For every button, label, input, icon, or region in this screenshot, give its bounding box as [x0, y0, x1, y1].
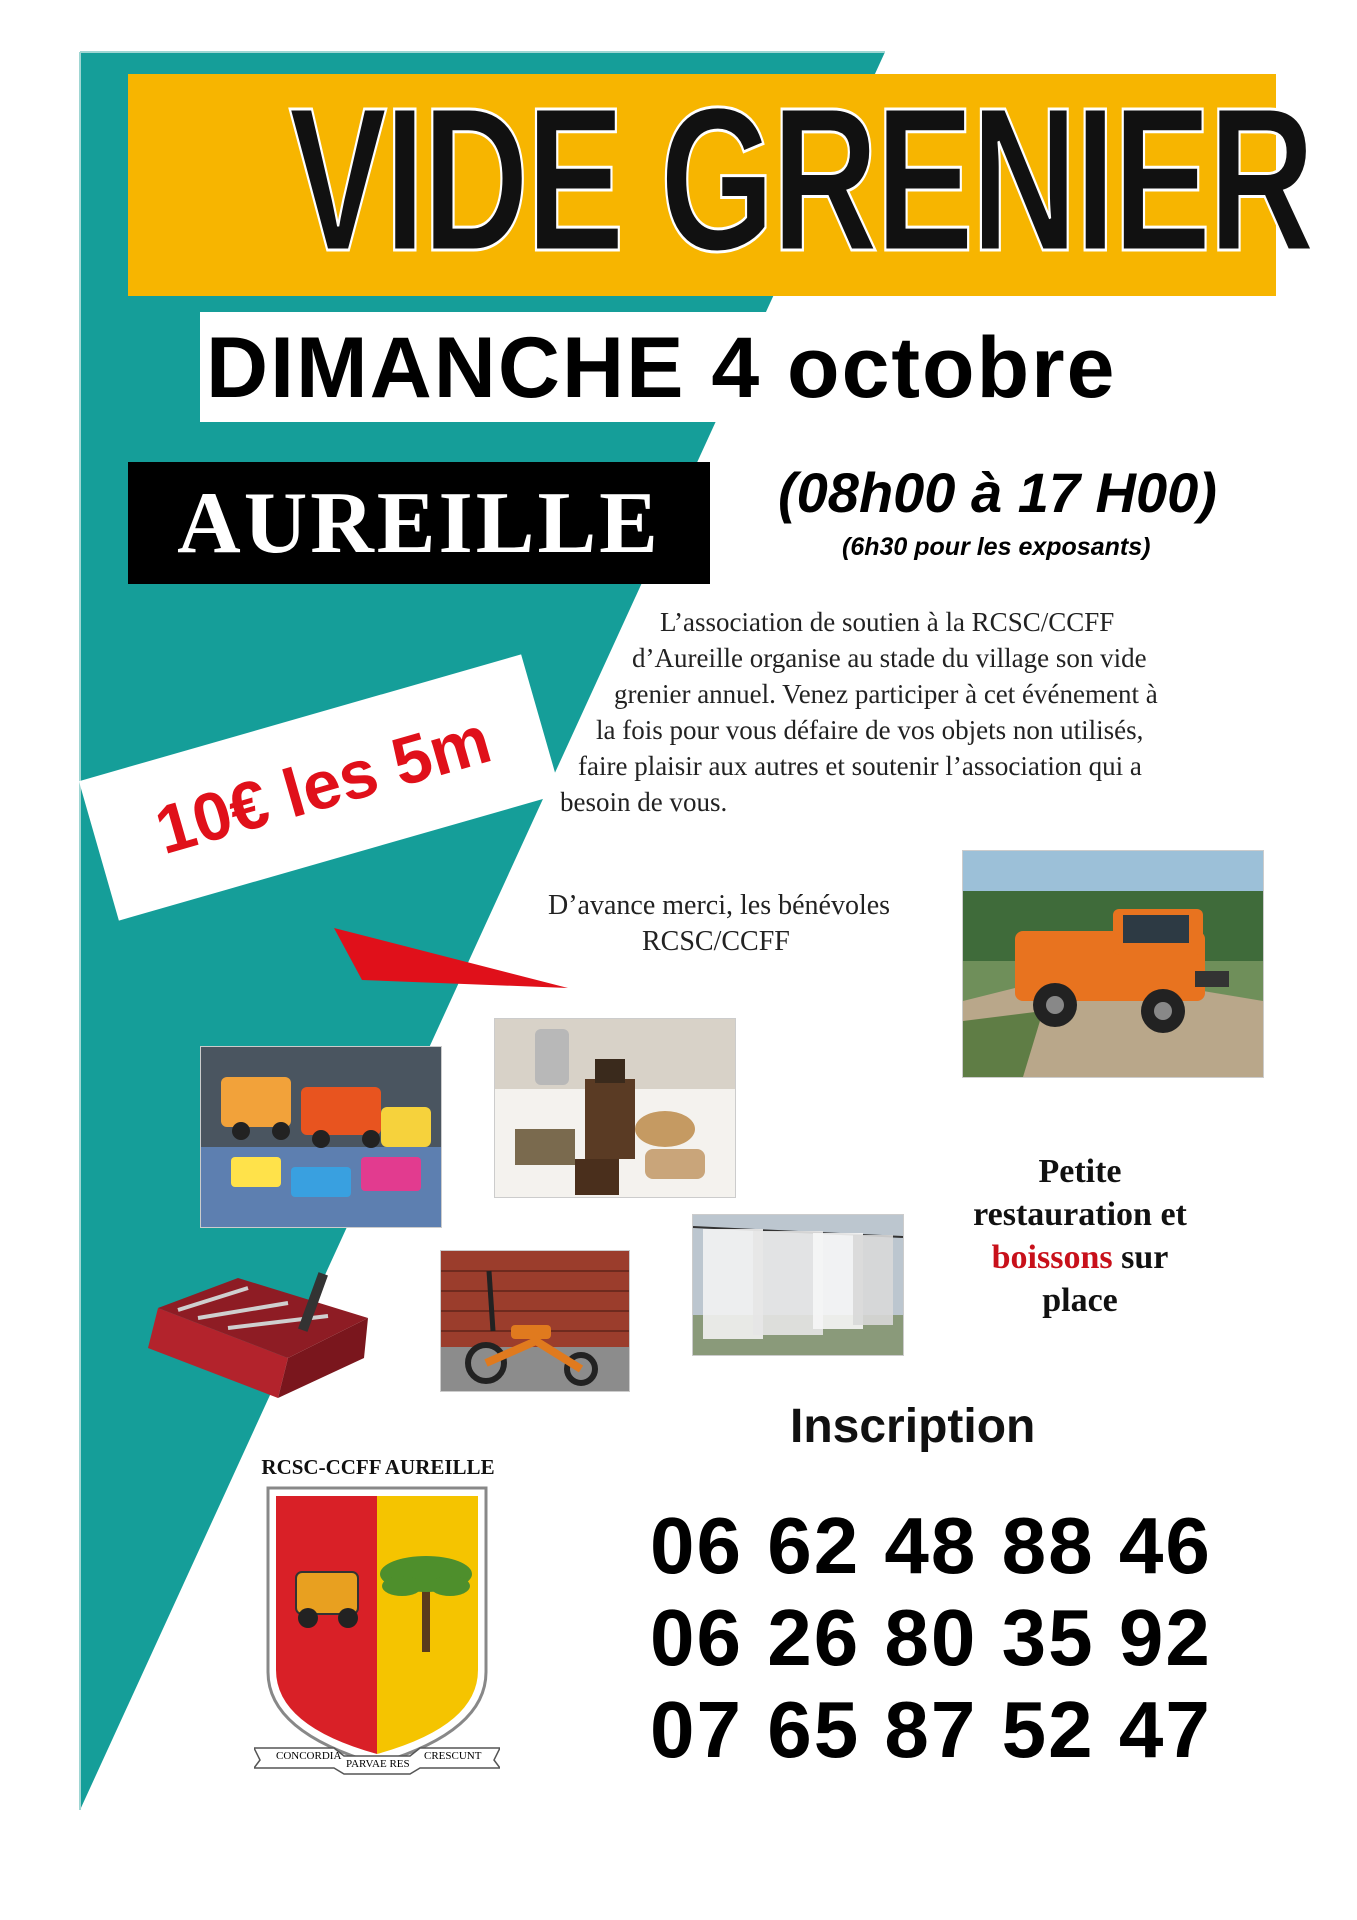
linens-photo: [692, 1214, 904, 1356]
description-paragraph: [560, 604, 1262, 820]
event-title: VIDE GRENIER: [288, 65, 1313, 294]
description-line: besoin de vous.: [560, 787, 728, 817]
food-line: Petite: [1038, 1153, 1122, 1190]
thanks-line: D’avance merci, les bénévoles: [548, 890, 891, 921]
description-line: L’association de soutien à la RCSC/CCFF: [660, 607, 1115, 637]
motto-center: PARVAE RES: [346, 1758, 410, 1770]
phone-number[interactable]: 06 26 80 35 92: [650, 1593, 1212, 1682]
crest-emblem: [262, 1482, 492, 1782]
phone-number[interactable]: 07 65 87 52 47: [650, 1685, 1212, 1774]
event-town: AUREILLE: [177, 475, 661, 572]
fire-patrol-vehicle-photo: [962, 850, 1264, 1078]
food-line: place: [1042, 1282, 1118, 1319]
motto-left: CONCORDIA: [276, 1750, 342, 1762]
exhibitor-hours: (6h30 pour les exposants): [842, 533, 1151, 561]
event-date: DIMANCHE 4 octobre: [206, 320, 1117, 416]
thanks-note: [548, 888, 938, 960]
price-label: 10€ les 5m: [147, 701, 499, 869]
antiques-photo: [494, 1018, 736, 1198]
food-and-drinks-note: [940, 1150, 1220, 1322]
description-line: faire plaisir aux autres et soutenir l’association qui a: [578, 751, 1142, 781]
description-line: grenier annuel. Venez participer à cet événement à: [614, 679, 1158, 709]
registration-label: Inscription: [790, 1400, 1036, 1453]
drinks-highlight: boissons: [991, 1239, 1113, 1276]
toolbox-photo: [138, 1258, 378, 1408]
toys-photo: [200, 1046, 442, 1228]
food-line: sur: [1112, 1239, 1169, 1276]
description-line: la fois pour vous défaire de vos objets non utilisés,: [596, 715, 1144, 745]
description-line: d’Aureille organise au stade du village son vide: [632, 643, 1147, 673]
phone-number[interactable]: 06 62 48 88 46: [650, 1501, 1212, 1590]
crest-title: RCSC-CCFF AUREILLE: [261, 1455, 495, 1479]
event-hours: (08h00 à 17 H00): [778, 461, 1217, 524]
thanks-signature: RCSC/CCFF: [642, 926, 790, 957]
food-line: restauration et: [973, 1196, 1187, 1233]
motto-right: CRESCUNT: [424, 1750, 482, 1762]
tricycle-photo: [440, 1250, 630, 1392]
phone-list: [650, 1500, 1290, 1776]
crest-motto-ribbon: [254, 1738, 500, 1778]
